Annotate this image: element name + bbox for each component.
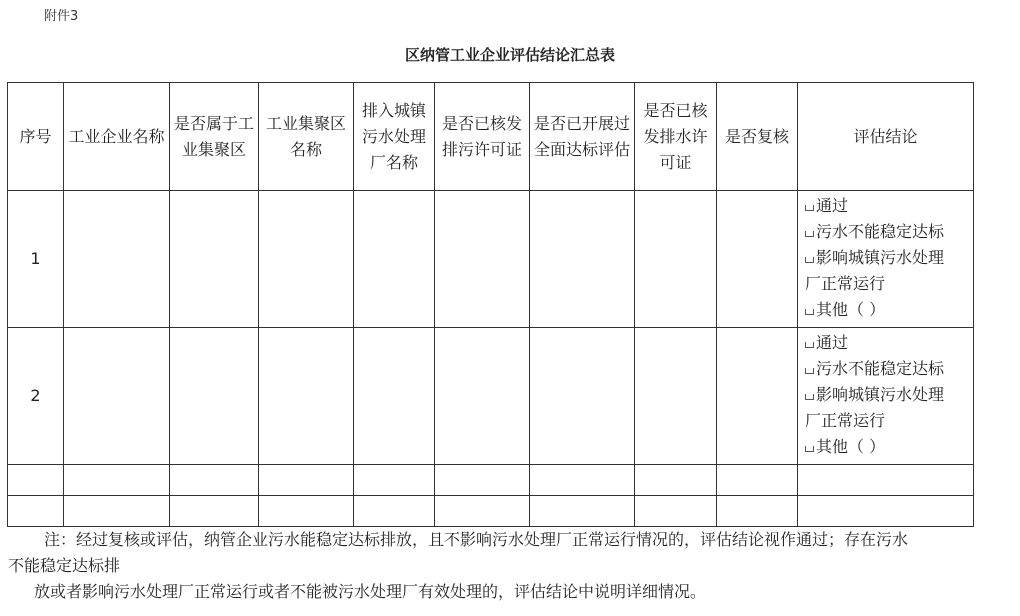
summary-table [7, 82, 974, 527]
checkbox-icon[interactable] [805, 394, 814, 400]
empty-cell[interactable] [259, 465, 354, 496]
empty-cell[interactable] [798, 496, 974, 527]
checkbox-icon[interactable] [805, 231, 814, 237]
header-conclusion: 评估结论 [798, 83, 974, 191]
conclusion-option-other[interactable]: 其他（ ） [805, 434, 973, 460]
cell-cluster-name[interactable] [259, 328, 354, 465]
cell-reviewed[interactable] [717, 328, 798, 465]
table-row [8, 191, 974, 328]
conclusion-option-affects-plant[interactable]: 影响城镇污水处理 [805, 245, 973, 271]
empty-cell[interactable] [717, 465, 798, 496]
checkbox-icon[interactable] [805, 257, 814, 263]
cell-in-cluster[interactable] [170, 328, 259, 465]
header-drainage-permit: 是否已核发排水许可证 [635, 83, 717, 191]
empty-cell[interactable] [354, 465, 435, 496]
header-row [8, 83, 974, 191]
header-index: 序号 [8, 83, 64, 191]
empty-cell[interactable] [259, 496, 354, 527]
header-cluster-name: 工业集聚区名称 [259, 83, 354, 191]
cell-compliance-assessment[interactable] [530, 191, 635, 328]
empty-cell[interactable] [354, 496, 435, 527]
cell-company-name[interactable] [64, 191, 170, 328]
empty-cell[interactable] [8, 465, 64, 496]
header-reviewed: 是否复核 [717, 83, 798, 191]
cell-drainage-permit[interactable] [635, 191, 717, 328]
conclusion-option-pass[interactable]: 通过 [805, 193, 973, 219]
empty-cell[interactable] [64, 465, 170, 496]
conclusion-option-affects-plant-cont: 厂正常运行 [805, 274, 886, 293]
header-company-name: 工业企业名称 [64, 83, 170, 191]
conclusion-option-affects-plant[interactable]: 影响城镇污水处理 [805, 382, 973, 408]
table-row-empty [8, 496, 974, 527]
cell-compliance-assessment[interactable] [530, 328, 635, 465]
empty-cell[interactable] [530, 465, 635, 496]
conclusion-option-unstable[interactable]: 污水不能稳定达标 [805, 219, 973, 245]
cell-treatment-plant[interactable] [354, 328, 435, 465]
header-compliance-assessment: 是否已开展过全面达标评估 [530, 83, 635, 191]
table-row [8, 328, 974, 465]
cell-reviewed[interactable] [717, 191, 798, 328]
table-row-empty [8, 465, 974, 496]
empty-cell[interactable] [530, 496, 635, 527]
checkbox-icon[interactable] [805, 446, 814, 452]
footnote-line: 不能稳定达标排 [8, 556, 121, 575]
checkbox-icon[interactable] [805, 368, 814, 374]
row-index: 2 [8, 328, 64, 465]
empty-cell[interactable] [435, 465, 530, 496]
cell-in-cluster[interactable] [170, 191, 259, 328]
footnote [8, 527, 1018, 605]
empty-cell[interactable] [635, 465, 717, 496]
empty-cell[interactable] [64, 496, 170, 527]
conclusion-option-pass[interactable]: 通过 [805, 330, 973, 356]
attachment-label: 附件3 [44, 9, 79, 24]
empty-cell[interactable] [8, 496, 64, 527]
conclusion-option-unstable[interactable]: 污水不能稳定达标 [805, 356, 973, 382]
row-index: 1 [8, 191, 64, 328]
header-treatment-plant: 排入城镇污水处理厂名称 [354, 83, 435, 191]
cell-company-name[interactable] [64, 328, 170, 465]
checkbox-icon[interactable] [805, 205, 814, 211]
conclusion-option-affects-plant-cont: 厂正常运行 [805, 411, 886, 430]
cell-conclusion [798, 328, 974, 465]
header-discharge-permit: 是否已核发排污许可证 [435, 83, 530, 191]
page-title: 区纳管工业企业评估结论汇总表 [404, 46, 615, 64]
cell-treatment-plant[interactable] [354, 191, 435, 328]
cell-conclusion [798, 191, 974, 328]
footnote-line: 注：经过复核或评估，纳管企业污水能稳定达标排放，且不影响污水处理厂正常运行情况的，评估结论视作通过；存在污水 [44, 530, 909, 549]
cell-drainage-permit[interactable] [635, 328, 717, 465]
empty-cell[interactable] [635, 496, 717, 527]
checkbox-icon[interactable] [805, 309, 814, 315]
conclusion-option-other[interactable]: 其他（ ） [805, 297, 973, 323]
empty-cell[interactable] [435, 496, 530, 527]
cell-discharge-permit[interactable] [435, 191, 530, 328]
cell-cluster-name[interactable] [259, 191, 354, 328]
header-in-cluster: 是否属于工业集聚区 [170, 83, 259, 191]
footnote-line: 放或者影响污水处理厂正常运行或者不能被污水处理厂有效处理的，评估结论中说明详细情况。 [34, 582, 707, 601]
cell-discharge-permit[interactable] [435, 328, 530, 465]
empty-cell[interactable] [798, 465, 974, 496]
empty-cell[interactable] [717, 496, 798, 527]
empty-cell[interactable] [170, 496, 259, 527]
empty-cell[interactable] [170, 465, 259, 496]
checkbox-icon[interactable] [805, 342, 814, 348]
